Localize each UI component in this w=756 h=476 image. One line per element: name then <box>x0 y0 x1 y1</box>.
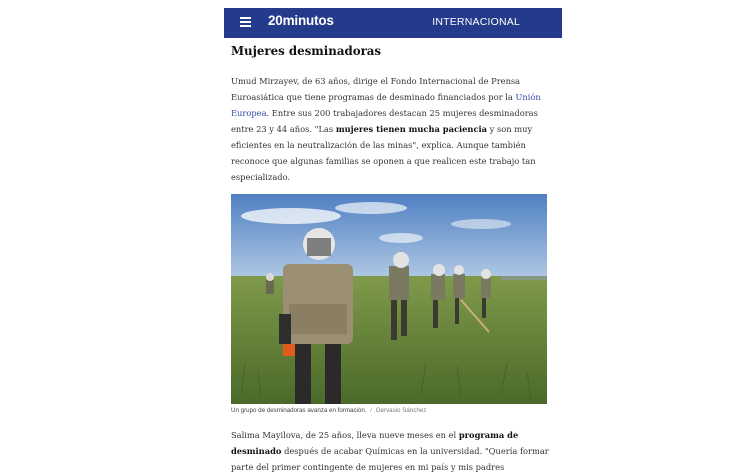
section-link-internacional[interactable]: INTERNACIONAL <box>432 16 520 28</box>
article-subheading: Mujeres desminadoras <box>231 44 382 58</box>
union-europea-link[interactable]: Unión Europea <box>231 92 541 118</box>
paragraph-text: y son muy eficientes en la neutralización de las minas", explica. Aunque también reconoce que algunas familias se oponen a que realicen este trabajo tan especializado. <box>231 124 536 182</box>
article-column <box>224 0 562 476</box>
article-paragraph-1 <box>231 73 553 185</box>
bold-phrase: programa de desminado <box>231 430 519 456</box>
bold-phrase: mujeres tienen mucha paciencia <box>335 124 488 134</box>
deminers-photo-illustration <box>231 194 547 404</box>
article-paragraph-2 <box>231 427 553 475</box>
photo-caption <box>231 407 426 414</box>
paragraph-text: Umud Mirzayev, de 63 años, dirige el Fondo Internacional de Prensa Euroasiática que tiene programas de desminado financiados por la <box>231 76 521 102</box>
paragraph-text: Salima Mayilova, de 25 años, lleva nueve meses en el <box>231 430 459 440</box>
top-navigation-bar <box>224 8 562 38</box>
paragraph-text: . Entre sus 200 trabajadores destacan 25 mujeres desminadoras entre 23 y 44 años. "Las <box>231 108 538 134</box>
caption-text: Un grupo de desminadoras avanza en formación. <box>231 407 367 414</box>
article-photo[interactable] <box>231 194 547 404</box>
photo-credit: Gervasio Sánchez <box>375 407 427 414</box>
caption-separator: / <box>370 407 372 414</box>
hamburger-menu-icon[interactable] <box>240 17 251 27</box>
site-logo[interactable]: 20minutos <box>268 13 334 28</box>
paragraph-text: después de acabar Químicas en la universidad. "Quería formar parte del primer contingente de mujeres en mi país y mis padres <box>231 446 549 472</box>
